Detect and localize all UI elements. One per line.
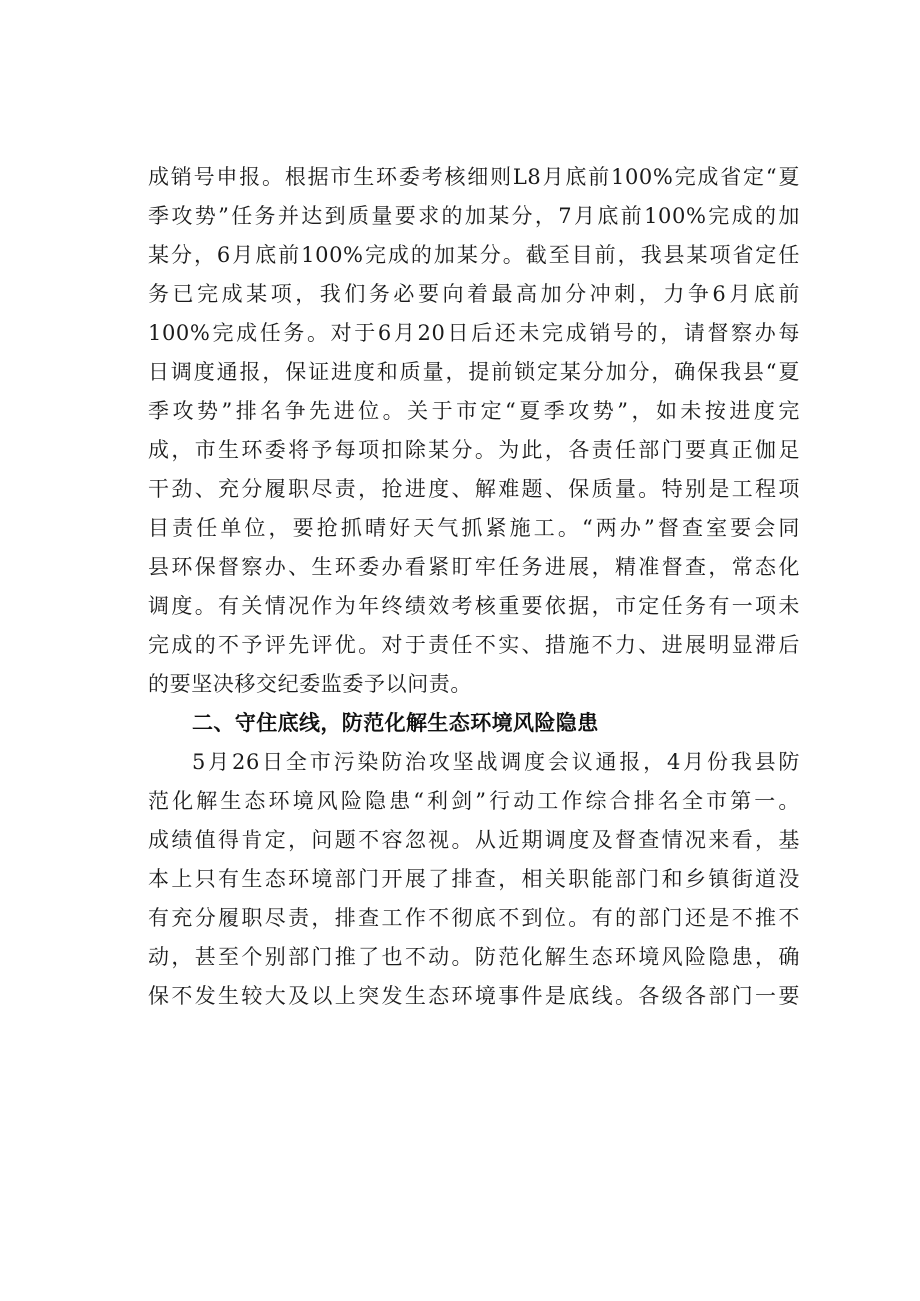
text-line: 日调度通报，保证进度和质量，提前锁定某分加分，确保我县“夏 bbox=[148, 360, 800, 384]
text-line: 某分，6月底前100%完成的加某分。截至目前，我县某项省定任 bbox=[148, 243, 800, 267]
text-line: 100%完成任务。对于6月20日后还未完成销号的，请督察办每 bbox=[148, 321, 800, 345]
text-line: 本上只有生态环境部门开展了排查，相关职能部门和乡镇街道没 bbox=[148, 867, 800, 891]
document-body bbox=[148, 158, 800, 1016]
text-line: 的要坚决移交纪委监委予以问责。 bbox=[148, 672, 472, 696]
text-line: 动，甚至个别部门推了也不动。防范化解生态环境风险隐患，确 bbox=[148, 945, 800, 969]
text-line: 范化解生态环境风险隐患“利剑”行动工作综合排名全市第一。 bbox=[148, 789, 800, 813]
text-line: 干劲、充分履职尽责，抢进度、解难题、保质量。特别是工程项 bbox=[148, 477, 800, 501]
text-line: 5月26日全市污染防治攻坚战调度会议通报，4月份我县防 bbox=[192, 750, 800, 774]
text-line: 成销号申报。根据市生环委考核细则L8月底前100%完成省定“夏 bbox=[148, 165, 800, 189]
text-line: 完成的不予评先评优。对于责任不实、措施不力、进展明显滞后 bbox=[148, 633, 800, 657]
text-line: 目责任单位，要抢抓晴好天气抓紧施工。“两办”督查室要会同 bbox=[148, 516, 800, 540]
text-line: 调度。有关情况作为年终绩效考核重要依据，市定任务有一项未 bbox=[148, 594, 800, 618]
text-line: 成，市生环委将予每项扣除某分。为此，各责任部门要真正伽足 bbox=[148, 438, 800, 462]
text-line: 有充分履职尽责，排查工作不彻底不到位。有的部门还是不推不 bbox=[148, 906, 800, 930]
text-line: 季攻势”排名争先进位。关于市定“夏季攻势”，如未按进度完 bbox=[148, 399, 800, 423]
text-line: 务已完成某项，我们务必要向着最高加分冲刺，力争6月底前 bbox=[148, 282, 800, 306]
text-line: 季攻势”任务并达到质量要求的加某分，7月底前100%完成的加 bbox=[148, 204, 800, 228]
paragraph-task-progress bbox=[148, 158, 800, 704]
paragraph-risk-prevention bbox=[148, 743, 800, 1016]
text-line: 保不发生较大及以上突发生态环境事件是底线。各级各部门一要 bbox=[148, 984, 800, 1008]
section-heading: 二、守住底线，防范化解生态环境风险隐患 bbox=[192, 711, 599, 735]
text-line: 成绩值得肯定，问题不容忽视。从近期调度及督查情况来看，基 bbox=[148, 828, 800, 852]
text-line: 县环保督察办、生环委办看紧盯牢任务进展，精准督查，常态化 bbox=[148, 555, 800, 579]
